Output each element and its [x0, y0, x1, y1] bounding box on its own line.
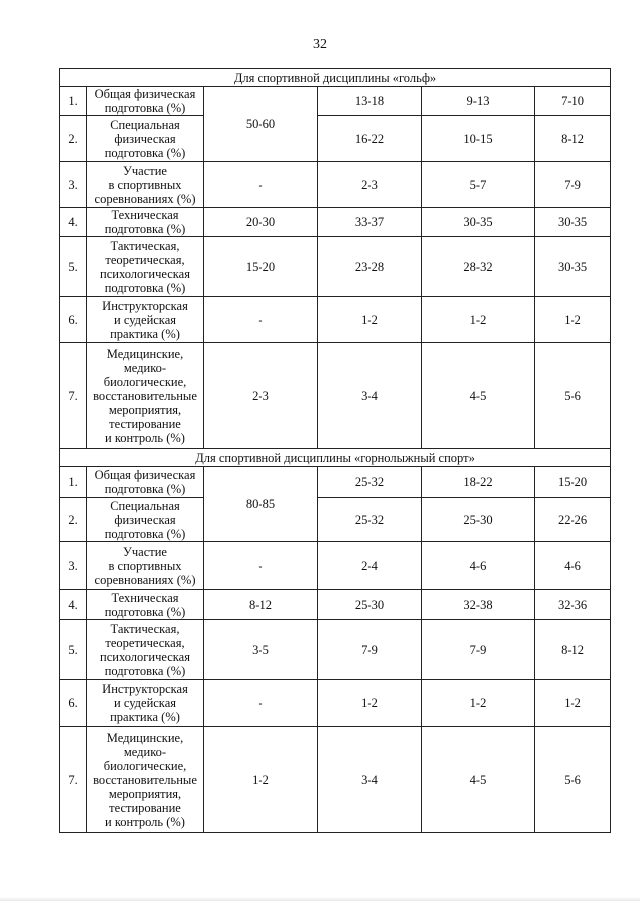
- stage-3-value: 5-7: [422, 162, 535, 208]
- stage-4-value: 8-12: [535, 116, 611, 162]
- stage-2-value: 1-2: [318, 297, 422, 343]
- activity-name: Инструкторская и судейская практика (%): [87, 297, 204, 343]
- stage-4-value: 1-2: [535, 297, 611, 343]
- stage-3-value: 18-22: [422, 467, 535, 498]
- stage-4-value: 30-35: [535, 208, 611, 237]
- activity-name: Медицинские, медико- биологические, восстановительные мероприятия, тестирование и контроль (%): [87, 343, 204, 449]
- table-row: [60, 297, 611, 343]
- stage-4-value: 5-6: [535, 727, 611, 833]
- table-row: [60, 116, 611, 162]
- stage-3-value: 28-32: [422, 237, 535, 297]
- activity-name: Техническая подготовка (%): [87, 208, 204, 237]
- stage-4-value: 32-36: [535, 590, 611, 620]
- stage-4-value: 22-26: [535, 498, 611, 542]
- row-number: 5.: [60, 620, 87, 680]
- activity-name: Участие в спортивных соревнованиях (%): [87, 162, 204, 208]
- stage-4-value: 15-20: [535, 467, 611, 498]
- row-number: 1.: [60, 87, 87, 116]
- stage-2-value: 16-22: [318, 116, 422, 162]
- stage-3-value: 7-9: [422, 620, 535, 680]
- scan-edge: [0, 897, 640, 901]
- activity-name: Общая физическая подготовка (%): [87, 467, 204, 498]
- row-number: 7.: [60, 343, 87, 449]
- stage-4-value: 8-12: [535, 620, 611, 680]
- table-row: [60, 208, 611, 237]
- row-number: 5.: [60, 237, 87, 297]
- table-row: [60, 498, 611, 542]
- stage-3-value: 9-13: [422, 87, 535, 116]
- stage-2-value: 2-4: [318, 542, 422, 590]
- stage-1-value: -: [204, 297, 318, 343]
- stage-2-value: 1-2: [318, 680, 422, 727]
- section-heading-row: [60, 69, 611, 87]
- stage-4-value: 30-35: [535, 237, 611, 297]
- stage-2-value: 33-37: [318, 208, 422, 237]
- activity-name: Тактическая, теоретическая, психологическая подготовка (%): [87, 237, 204, 297]
- stage-4-value: 5-6: [535, 343, 611, 449]
- stage-1-value: -: [204, 162, 318, 208]
- table-row: [60, 590, 611, 620]
- section-heading-row: [60, 449, 611, 467]
- stage-2-value: 25-32: [318, 467, 422, 498]
- stage-3-value: 1-2: [422, 297, 535, 343]
- activity-name: Специальная физическая подготовка (%): [87, 498, 204, 542]
- stage-2-value: 2-3: [318, 162, 422, 208]
- stage-3-value: 25-30: [422, 498, 535, 542]
- row-number: 2.: [60, 116, 87, 162]
- stage-3-value: 30-35: [422, 208, 535, 237]
- stage-4-value: 4-6: [535, 542, 611, 590]
- table-row: [60, 87, 611, 116]
- table-row: [60, 680, 611, 727]
- stage-3-value: 10-15: [422, 116, 535, 162]
- activity-name: Общая физическая подготовка (%): [87, 87, 204, 116]
- activity-name: Техническая подготовка (%): [87, 590, 204, 620]
- stage-1-value: -: [204, 542, 318, 590]
- stage-1-value: 15-20: [204, 237, 318, 297]
- table-row: [60, 727, 611, 833]
- stage-3-value: 4-5: [422, 727, 535, 833]
- stage-2-value: 13-18: [318, 87, 422, 116]
- activity-name: Медицинские, медико- биологические, восстановительные мероприятия, тестирование и контроль (%): [87, 727, 204, 833]
- table-row: [60, 343, 611, 449]
- section-heading: Для спортивной дисциплины «горнолыжный спорт»: [60, 449, 611, 467]
- stage-1-value: 8-12: [204, 590, 318, 620]
- row-number: 4.: [60, 590, 87, 620]
- stage-3-value: 4-6: [422, 542, 535, 590]
- activity-name: Тактическая, теоретическая, психологическая подготовка (%): [87, 620, 204, 680]
- stage-1-value: 3-5: [204, 620, 318, 680]
- stage-2-value: 3-4: [318, 343, 422, 449]
- row-number: 6.: [60, 680, 87, 727]
- row-number: 6.: [60, 297, 87, 343]
- row-number: 4.: [60, 208, 87, 237]
- section-heading: Для спортивной дисциплины «гольф»: [60, 69, 611, 87]
- stage-2-value: 7-9: [318, 620, 422, 680]
- stage-4-value: 7-9: [535, 162, 611, 208]
- stage-1-value: -: [204, 680, 318, 727]
- row-number: 7.: [60, 727, 87, 833]
- stage-1-value: 1-2: [204, 727, 318, 833]
- stage-1-value: 20-30: [204, 208, 318, 237]
- table-row: [60, 542, 611, 590]
- stage-3-value: 32-38: [422, 590, 535, 620]
- stage-3-value: 1-2: [422, 680, 535, 727]
- row-number: 2.: [60, 498, 87, 542]
- stage-2-value: 25-32: [318, 498, 422, 542]
- training-schedule-table: [59, 68, 611, 833]
- table-row: [60, 620, 611, 680]
- table-row: [60, 162, 611, 208]
- stage-1-value: 2-3: [204, 343, 318, 449]
- stage-4-value: 7-10: [535, 87, 611, 116]
- row-number: 3.: [60, 542, 87, 590]
- stage-2-value: 23-28: [318, 237, 422, 297]
- activity-name: Участие в спортивных соревнованиях (%): [87, 542, 204, 590]
- stage-4-value: 1-2: [535, 680, 611, 727]
- table-row: [60, 467, 611, 498]
- page-number: 32: [313, 37, 327, 52]
- stage-1-value: 80-85: [204, 467, 318, 542]
- stage-1-value: 50-60: [204, 87, 318, 162]
- stage-2-value: 25-30: [318, 590, 422, 620]
- stage-2-value: 3-4: [318, 727, 422, 833]
- row-number: 3.: [60, 162, 87, 208]
- activity-name: Инструкторская и судейская практика (%): [87, 680, 204, 727]
- activity-name: Специальная физическая подготовка (%): [87, 116, 204, 162]
- stage-3-value: 4-5: [422, 343, 535, 449]
- row-number: 1.: [60, 467, 87, 498]
- table-row: [60, 237, 611, 297]
